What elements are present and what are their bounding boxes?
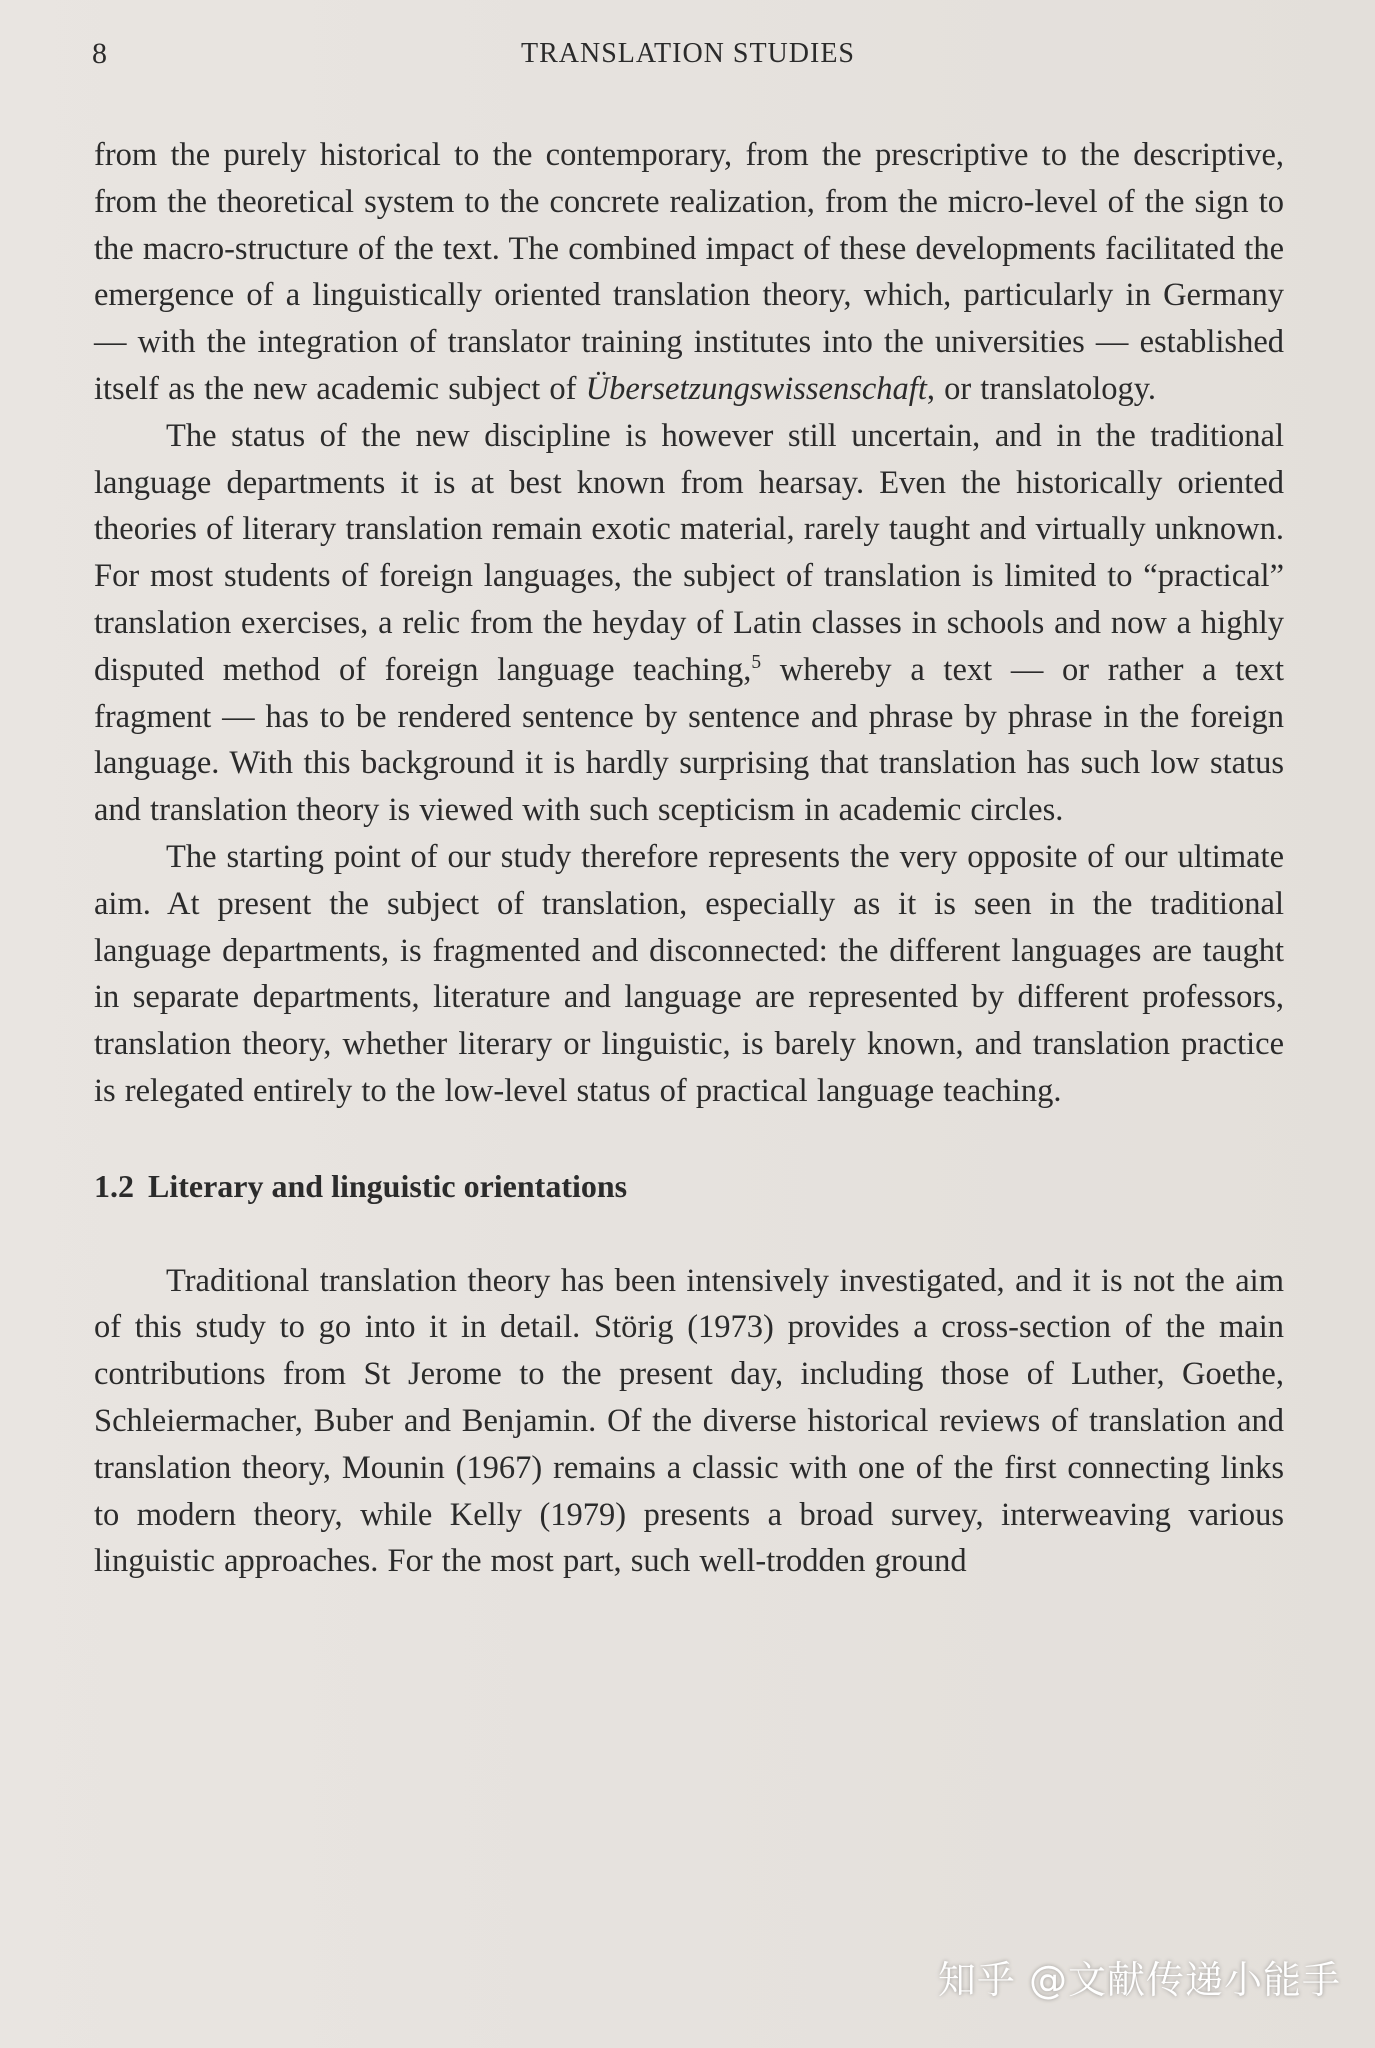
page-number: 8 bbox=[92, 37, 107, 70]
paragraph-2-text-a: The status of the new discipline is however still uncertain, and in the traditional language departments it is at best known from hearsay. Even the historically oriented theories of literary translation remain exotic material, rarely taught and virtually unknown. For most students of foreign languages, the subject of translation is limited to “practical” translation exercises, a relic from the heyday of Latin classes in schools and now a highly disputed method of foreign language teaching, bbox=[94, 417, 1284, 688]
paragraph-1 bbox=[94, 132, 1284, 413]
watermark: 知乎 @文献传递小能手 bbox=[937, 1958, 1341, 2002]
paragraph-1-text-a: from the purely historical to the contemporary, from the prescriptive to the descriptive, from the theoretical system to the concrete realization, from the micro-level of the sign to the macro-structure of the text. The combined impact of these developments facilitated the emergence of a linguistically oriented translation theory, which, particularly in Germany — with the integration of translator training institutes into the universities — established itself as the new academic subject of bbox=[94, 137, 1284, 407]
footnote-marker[interactable]: 5 bbox=[751, 651, 762, 673]
paragraph-2-text-b: whereby a text — or rather a text fragment — has to be rendered sentence by sentence and phrase by phrase in the foreign language. With this background it is hardly surprising that translation has such low status and translation theory is viewed with such scepticism in academic circles. bbox=[94, 651, 1284, 829]
section-number: 1.2 bbox=[94, 1167, 134, 1204]
paragraph-4: Traditional translation theory has been intensively investigated, and it is not the aim of this study to go into it in detail. Störig (1973) provides a cross-section of the main contributions from St Jerome to the present day, including those of Luther, Goethe, Schleiermacher, Buber and Benjamin. Of the diverse historical reviews of translation and translation theory, Mounin (1967) remains a classic with one of the first connecting links to modern theory, while Kelly (1979) presents a broad survey, interweaving various linguistic approaches. For the most part, such well-trodden ground bbox=[94, 1262, 1284, 1580]
running-title: TRANSLATION STUDIES bbox=[521, 38, 855, 69]
paragraph-2 bbox=[94, 413, 1284, 834]
paragraph-3: The starting point of our study therefore represents the very opposite of our ultimate aim. At present the subject of translation, especially as it is seen in the traditional language departments, is fragmented and disconnected: the different languages are taught in separate departments, literature and language are represented by different professors, translation theory, whether literary or linguistic, is barely known, and translation practice is relegated entirely to the low-level status of practical language teaching. bbox=[94, 838, 1284, 1109]
body-text bbox=[94, 132, 1284, 1585]
paragraph-1-text-b: , or translatology. bbox=[926, 370, 1157, 407]
section-title: Literary and linguistic orientations bbox=[148, 1167, 628, 1204]
paragraph-1-italic-term: Übersetzungswissenschaft bbox=[585, 370, 927, 407]
running-head bbox=[92, 30, 1284, 78]
section-heading bbox=[94, 1163, 1284, 1210]
